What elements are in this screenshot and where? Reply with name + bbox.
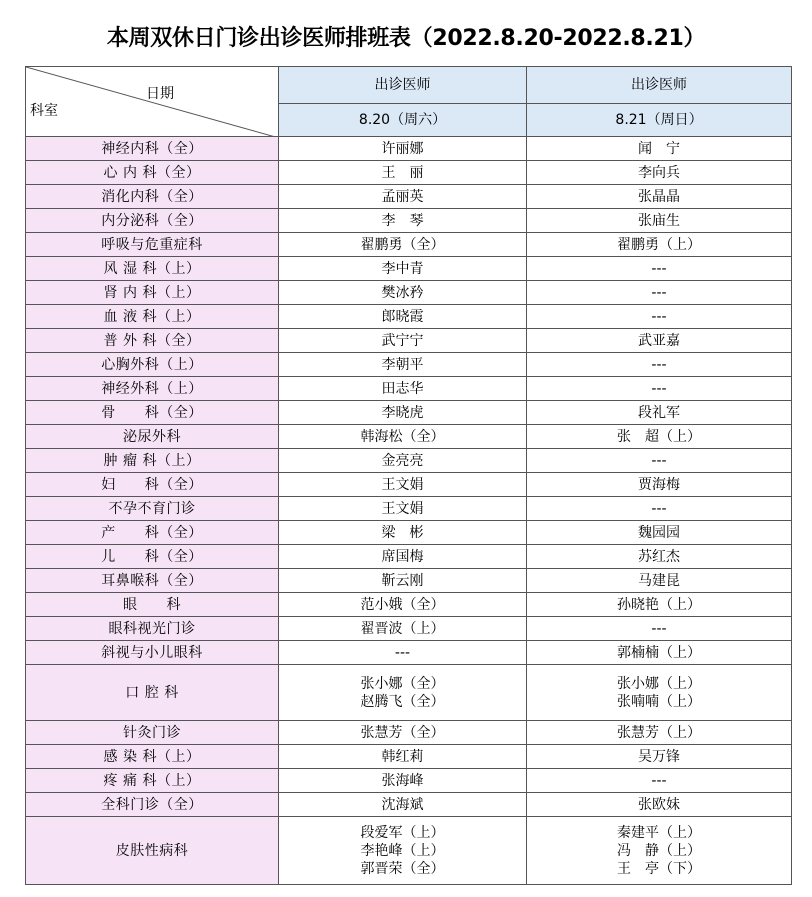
dept-cell: 心 内 科（全） bbox=[26, 161, 279, 185]
dept-cell: 儿 科（全） bbox=[26, 545, 279, 569]
doctor-cell-sat bbox=[279, 233, 527, 257]
dept-cell: 妇 科（全） bbox=[26, 473, 279, 497]
doctor-name: 席国梅 bbox=[381, 548, 424, 565]
doctor-cell-sat bbox=[279, 473, 527, 497]
doctor-cell-sat bbox=[279, 769, 527, 793]
doctor-cell-sat bbox=[279, 497, 527, 521]
doctor-cell-sat bbox=[279, 281, 527, 305]
doctor-cell-sat bbox=[279, 641, 527, 665]
doctor-cell-sun bbox=[527, 593, 792, 617]
doctor-cell-sun bbox=[527, 617, 792, 641]
doctor-name: 贾海梅 bbox=[638, 476, 680, 493]
doctor-name: --- bbox=[651, 772, 667, 789]
doctor-cell-sun bbox=[527, 233, 792, 257]
dept-cell: 耳鼻喉科（全） bbox=[26, 569, 279, 593]
doctor-name: 孙晓艳（上） bbox=[617, 596, 701, 613]
table-row bbox=[26, 257, 792, 281]
doctor-cell-sun bbox=[527, 401, 792, 425]
doctor-cell-sun bbox=[527, 641, 792, 665]
doctor-cell-sat bbox=[279, 401, 527, 425]
header-row-titles bbox=[26, 67, 792, 104]
doctor-name: 李朝平 bbox=[381, 356, 424, 373]
doctor-cell-sun bbox=[527, 185, 792, 209]
dept-cell: 肾 内 科（上） bbox=[26, 281, 279, 305]
doctor-cell-sun bbox=[527, 665, 792, 721]
table-row bbox=[26, 233, 792, 257]
doctor-cell-sat bbox=[279, 425, 527, 449]
doctor-name: 张庙生 bbox=[638, 212, 680, 229]
doctor-cell-sun bbox=[527, 377, 792, 401]
dept-cell: 口 腔 科 bbox=[26, 665, 279, 721]
dept-cell: 全科门诊（全） bbox=[26, 793, 279, 817]
dept-cell: 普 外 科（全） bbox=[26, 329, 279, 353]
dept-cell: 斜视与小儿眼科 bbox=[26, 641, 279, 665]
table-row bbox=[26, 569, 792, 593]
doctor-cell-sun bbox=[527, 769, 792, 793]
doctor-name: 张小娜（全） bbox=[360, 675, 445, 692]
doctor-name: 沈海斌 bbox=[381, 796, 424, 813]
doctor-name: --- bbox=[651, 260, 667, 277]
doctor-name: 郭晋荣（全） bbox=[360, 860, 445, 877]
doctor-cell-sun bbox=[527, 497, 792, 521]
doctor-cell-sat bbox=[279, 257, 527, 281]
doctor-name: 李中青 bbox=[381, 260, 424, 277]
doctor-cell-sun bbox=[527, 569, 792, 593]
table-row bbox=[26, 185, 792, 209]
dept-cell: 眼科视光门诊 bbox=[26, 617, 279, 641]
doctor-name: 樊冰矜 bbox=[381, 284, 424, 301]
doctor-name: --- bbox=[651, 620, 667, 637]
doctor-name: 张喃喃（上） bbox=[617, 693, 701, 710]
doctor-cell-sun bbox=[527, 721, 792, 745]
doctor-name: --- bbox=[651, 500, 667, 517]
dept-cell: 不孕不育门诊 bbox=[26, 497, 279, 521]
doctor-name: 韩红莉 bbox=[381, 748, 424, 765]
doctor-name: 靳云刚 bbox=[381, 572, 424, 589]
doctor-cell-sun bbox=[527, 473, 792, 497]
doctor-name: 田志华 bbox=[381, 380, 424, 397]
table-row bbox=[26, 641, 792, 665]
dept-cell: 产 科（全） bbox=[26, 521, 279, 545]
doctor-name: 许丽娜 bbox=[381, 140, 424, 157]
table-row bbox=[26, 281, 792, 305]
doctor-name: 张 超（上） bbox=[617, 428, 701, 445]
doctor-cell-sat bbox=[279, 817, 527, 885]
doctor-cell-sat bbox=[279, 161, 527, 185]
dept-cell: 肿 瘤 科（上） bbox=[26, 449, 279, 473]
dept-cell: 风 湿 科（上） bbox=[26, 257, 279, 281]
doctor-name: 秦建平（上） bbox=[617, 824, 701, 841]
dept-cell: 血 液 科（上） bbox=[26, 305, 279, 329]
doctor-cell-sun bbox=[527, 449, 792, 473]
doctor-cell-sat bbox=[279, 745, 527, 769]
corner-header-cell bbox=[26, 67, 279, 137]
doctor-cell-sat bbox=[279, 569, 527, 593]
dept-cell: 针灸门诊 bbox=[26, 721, 279, 745]
doctor-cell-sun bbox=[527, 425, 792, 449]
doctor-cell-sat bbox=[279, 353, 527, 377]
doctor-name: 苏红杰 bbox=[638, 548, 680, 565]
doctor-name: --- bbox=[394, 644, 411, 661]
dept-cell: 疼 痛 科（上） bbox=[26, 769, 279, 793]
doctor-name: 赵腾飞（全） bbox=[360, 693, 445, 710]
doctor-name: 王 丽 bbox=[381, 164, 424, 181]
doctor-cell-sun bbox=[527, 793, 792, 817]
table-row bbox=[26, 449, 792, 473]
table-row bbox=[26, 793, 792, 817]
doctor-cell-sat bbox=[279, 617, 527, 641]
dept-cell: 泌尿外科 bbox=[26, 425, 279, 449]
doctor-cell-sat bbox=[279, 721, 527, 745]
table-row bbox=[26, 545, 792, 569]
doctor-cell-sat bbox=[279, 521, 527, 545]
doctor-name: --- bbox=[651, 308, 667, 325]
doctor-name: --- bbox=[651, 380, 667, 397]
table-row bbox=[26, 209, 792, 233]
doctor-name: 马建昆 bbox=[638, 572, 680, 589]
doctor-cell-sat bbox=[279, 185, 527, 209]
table-row bbox=[26, 401, 792, 425]
doctor-name: 张慧芳（全） bbox=[360, 724, 445, 741]
page-title: 本周双休日门诊出诊医师排班表（2022.8.20-2022.8.21） bbox=[106, 26, 706, 51]
doctor-name: --- bbox=[651, 452, 667, 469]
doctor-cell-sun bbox=[527, 521, 792, 545]
doctor-cell-sat bbox=[279, 449, 527, 473]
doctor-name: 张海峰 bbox=[381, 772, 424, 789]
doctor-name: 武亚嘉 bbox=[638, 332, 680, 349]
doctor-name: 范小娥（全） bbox=[360, 596, 445, 613]
dept-cell: 感 染 科（上） bbox=[26, 745, 279, 769]
doctor-name: 郎晓霞 bbox=[381, 308, 424, 325]
doctor-cell-sat bbox=[279, 209, 527, 233]
col-header-sat: 出诊医师 bbox=[279, 67, 527, 104]
table-row bbox=[26, 721, 792, 745]
table-row bbox=[26, 329, 792, 353]
doctor-name: 韩海松（全） bbox=[360, 428, 445, 445]
doctor-cell-sat bbox=[279, 137, 527, 161]
table-row bbox=[26, 377, 792, 401]
doctor-name: 闻 宁 bbox=[638, 140, 680, 157]
table-row bbox=[26, 497, 792, 521]
table-row bbox=[26, 473, 792, 497]
doctor-cell-sat bbox=[279, 305, 527, 329]
doctor-name: 段爱军（上） bbox=[360, 824, 445, 841]
table-row bbox=[26, 769, 792, 793]
dept-cell: 皮肤性病科 bbox=[26, 817, 279, 885]
dept-cell: 神经外科（上） bbox=[26, 377, 279, 401]
doctor-cell-sun bbox=[527, 209, 792, 233]
dept-cell: 心胸外科（上） bbox=[26, 353, 279, 377]
doctor-name: 李艳峰（上） bbox=[360, 842, 445, 859]
schedule-table bbox=[25, 66, 792, 885]
doctor-name: 李 琴 bbox=[381, 212, 424, 229]
doctor-name: 张欧妹 bbox=[638, 796, 680, 813]
doctor-cell-sun bbox=[527, 161, 792, 185]
doctor-cell-sun bbox=[527, 257, 792, 281]
table-row bbox=[26, 817, 792, 885]
doctor-name: 王 亭（下） bbox=[617, 860, 701, 877]
doctor-cell-sun bbox=[527, 353, 792, 377]
corner-date-label: 日期 bbox=[146, 86, 174, 102]
corner-dept-label: 科室 bbox=[30, 103, 58, 119]
table-row bbox=[26, 745, 792, 769]
doctor-cell-sun bbox=[527, 305, 792, 329]
doctor-cell-sun bbox=[527, 545, 792, 569]
doctor-cell-sun bbox=[527, 745, 792, 769]
doctor-name: 孟丽英 bbox=[381, 188, 424, 205]
table-row bbox=[26, 137, 792, 161]
table-row bbox=[26, 593, 792, 617]
doctor-name: 张慧芳（上） bbox=[617, 724, 701, 741]
doctor-name: 李向兵 bbox=[638, 164, 680, 181]
date-header-sun: 8.21（周日） bbox=[527, 104, 792, 137]
doctor-cell-sun bbox=[527, 817, 792, 885]
doctor-cell-sun bbox=[527, 281, 792, 305]
doctor-cell-sat bbox=[279, 329, 527, 353]
table-row bbox=[26, 305, 792, 329]
dept-cell: 眼 科 bbox=[26, 593, 279, 617]
doctor-cell-sun bbox=[527, 329, 792, 353]
dept-cell: 呼吸与危重症科 bbox=[26, 233, 279, 257]
doctor-name: 翟晋波（上） bbox=[360, 620, 445, 637]
doctor-name: 魏园园 bbox=[638, 524, 680, 541]
doctor-name: --- bbox=[651, 284, 667, 301]
doctor-name: 吴万锋 bbox=[638, 748, 680, 765]
table-row bbox=[26, 617, 792, 641]
doctor-name: 冯 静（上） bbox=[617, 842, 701, 859]
doctor-cell-sat bbox=[279, 793, 527, 817]
doctor-name: 王文娟 bbox=[381, 476, 424, 493]
table-row bbox=[26, 161, 792, 185]
col-header-sun: 出诊医师 bbox=[527, 67, 792, 104]
dept-cell: 骨 科（全） bbox=[26, 401, 279, 425]
doctor-name: 张小娜（上） bbox=[617, 675, 701, 692]
table-row bbox=[26, 521, 792, 545]
dept-cell: 内分泌科（全） bbox=[26, 209, 279, 233]
doctor-cell-sat bbox=[279, 665, 527, 721]
doctor-name: 郭楠楠（上） bbox=[617, 644, 701, 661]
doctor-name: 张晶晶 bbox=[638, 188, 680, 205]
doctor-name: 金亮亮 bbox=[381, 452, 424, 469]
doctor-name: 李晓虎 bbox=[381, 404, 424, 421]
doctor-cell-sun bbox=[527, 137, 792, 161]
date-header-sat: 8.20（周六） bbox=[279, 104, 527, 137]
doctor-name: 翟鹏勇（全） bbox=[360, 236, 445, 253]
table-row bbox=[26, 353, 792, 377]
doctor-name: 王文娟 bbox=[381, 500, 424, 517]
dept-cell: 消化内科（全） bbox=[26, 185, 279, 209]
doctor-name: 段礼军 bbox=[638, 404, 680, 421]
table-row bbox=[26, 665, 792, 721]
table-row bbox=[26, 425, 792, 449]
doctor-name: --- bbox=[651, 356, 667, 373]
dept-cell: 神经内科（全） bbox=[26, 137, 279, 161]
doctor-name: 翟鹏勇（上） bbox=[617, 236, 701, 253]
doctor-cell-sat bbox=[279, 545, 527, 569]
doctor-name: 武宁宁 bbox=[381, 332, 424, 349]
doctor-cell-sat bbox=[279, 593, 527, 617]
doctor-name: 梁 彬 bbox=[381, 524, 424, 541]
doctor-cell-sat bbox=[279, 377, 527, 401]
